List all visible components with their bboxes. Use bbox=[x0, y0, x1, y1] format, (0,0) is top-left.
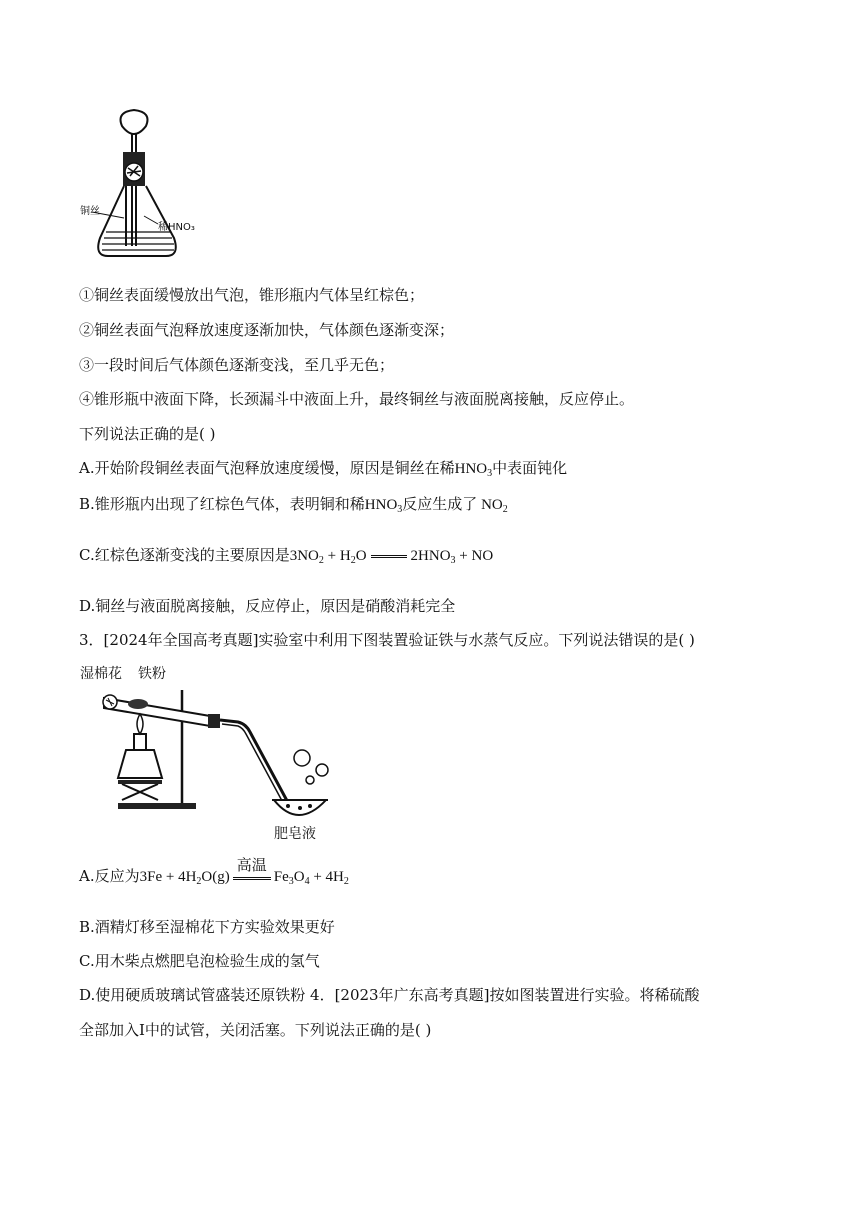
observation-1: ①铜丝表面缓慢放出气泡，锥形瓶内气体呈红棕色； bbox=[79, 286, 425, 304]
high-temperature-label: 高温 bbox=[236, 855, 267, 874]
observation-3: ③一段时间后气体颜色逐渐变浅，至几乎无色； bbox=[79, 356, 395, 374]
question-3-stem: 3．[2024年全国高考真题]实验室中利用下图装置验证铁与水蒸气反应。下列说法错误的是( ) bbox=[79, 631, 695, 649]
option-3b: B.酒精灯移至湿棉花下方实验效果更好 bbox=[79, 918, 335, 936]
option-2a-text-end: 中表面钝化 bbox=[492, 459, 568, 477]
option-2c-text: C.红棕色逐渐变浅的主要原因是 bbox=[79, 546, 290, 564]
question-4-stem: 全部加入Ⅰ中的试管，关闭活塞。下列说法正确的是( ) bbox=[79, 1021, 432, 1039]
option-3a-text: A.反应为 bbox=[79, 867, 140, 885]
option-2d: D.铜丝与液面脱离接触，反应停止，原因是硝酸消耗完全 bbox=[79, 597, 456, 615]
wet-cotton-label: 湿棉花 bbox=[80, 666, 122, 682]
equals-sign bbox=[371, 555, 407, 558]
question-2-stem: 下列说法正确的是( ) bbox=[79, 425, 216, 443]
dilute-nitric-acid-label: 稀HNO₃ bbox=[158, 222, 195, 233]
option-2a-text: A.开始阶段铜丝表面气泡释放速度缓慢，原因是铜丝在稀 bbox=[79, 459, 455, 477]
iron-powder-label: 铁粉 bbox=[138, 666, 166, 682]
soap-solution-label: 肥皂液 bbox=[274, 826, 316, 842]
iron-steam-apparatus-figure bbox=[78, 660, 338, 845]
observation-2: ②铜丝表面气泡释放速度逐渐加快，气体颜色逐渐变深； bbox=[79, 321, 455, 339]
option-2b-text-mid: 反应生成了 bbox=[402, 495, 478, 513]
copper-wire-label: 铜丝 bbox=[80, 206, 100, 217]
option-2a: A.开始阶段铜丝表面气泡释放速度缓慢，原因是铜丝在稀$HNO_3$中表面钝化 bbox=[79, 459, 568, 479]
option-3c: C.用木柴点燃肥皂泡检验生成的氢气 bbox=[79, 952, 320, 970]
option-3d-and-question-4: D.使用硬质玻璃试管盛装还原铁粉 4．[2023年广东高考真题]按如图装置进行实验。将稀硫酸 bbox=[79, 986, 700, 1004]
option-3a: A.反应为$3Fe + 4H_2O(g)$ 高温 $Fe_3O_4 + 4H_2$ bbox=[79, 855, 349, 887]
reaction-condition bbox=[233, 855, 271, 880]
option-2b-text: B.锥形瓶内出现了红棕色气体，表明铜和稀 bbox=[79, 495, 365, 513]
option-2c: C.红棕色逐渐变浅的主要原因是$3NO_2 + H_2O$ $2HNO_3$ + NO bbox=[79, 546, 494, 566]
flask-apparatus-figure bbox=[78, 106, 198, 266]
option-2b: B.锥形瓶内出现了红棕色气体，表明铜和稀$HNO_3$反应生成了 $NO_2$ bbox=[79, 495, 508, 515]
observation-4: ④锥形瓶中液面下降，长颈漏斗中液面上升，最终铜丝与液面脱离接触，反应停止。 bbox=[79, 390, 635, 408]
